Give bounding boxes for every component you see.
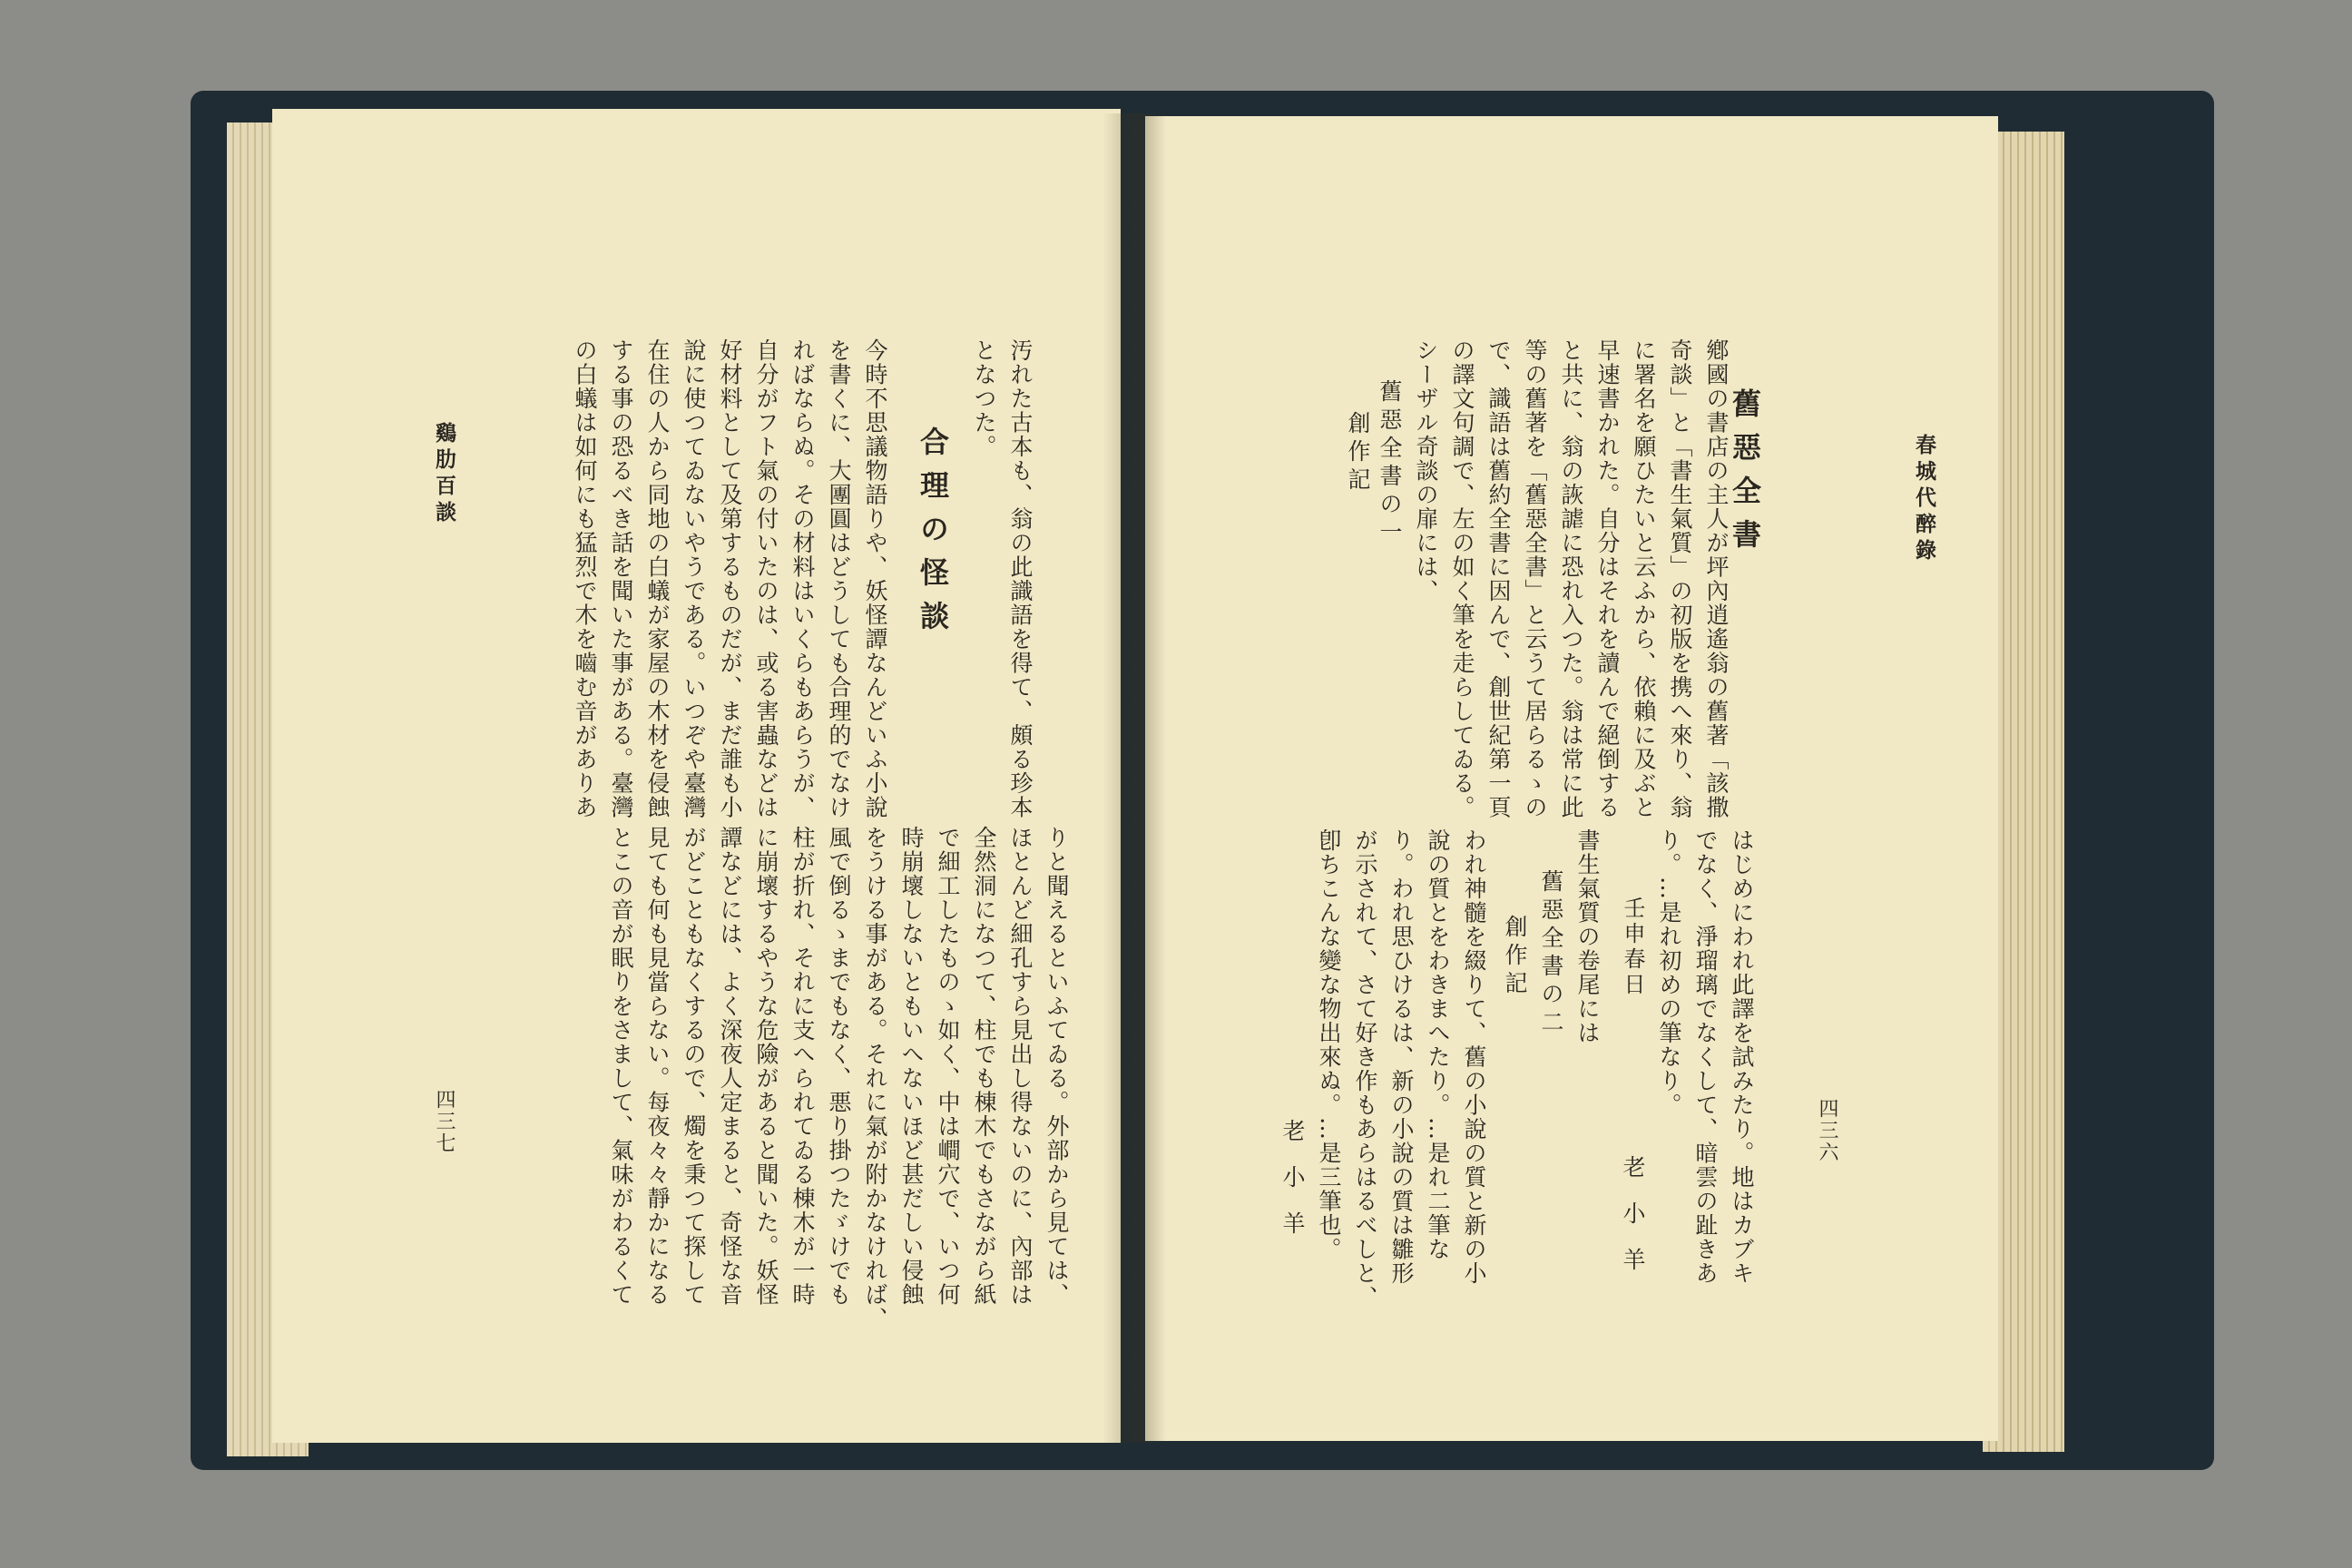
body-line: を書くに、大團圓はどうしても合理的でなけ — [826, 338, 852, 819]
body-line: する事の恐るべき話を聞いた事がある。臺灣 — [608, 338, 634, 819]
body-line: に崩壞するやうな危險があると聞いた。妖怪 — [753, 826, 779, 1307]
page-number-left: 四三七 — [433, 1089, 456, 1154]
body-line: 等の舊著を「舊惡全書」と云うて居らるゝの — [1522, 338, 1548, 819]
page-number-right: 四三六 — [1816, 1098, 1838, 1163]
section-sub-1: 創作記 — [1345, 411, 1371, 495]
body-line: 說に使つてゐないやうである。いつぞや臺灣 — [681, 338, 707, 819]
body-line: 鄕國の書店の主人が坪內逍遙翁の舊著「該撒 — [1703, 338, 1730, 819]
running-head-left: 鷄肋百談 — [432, 422, 456, 527]
body-line: の譯文句調で、左の如く筆を走らしてゐる。 — [1449, 338, 1475, 819]
body-line: 說の質とをわきまへたり。…是れ二筆な — [1425, 828, 1451, 1261]
heading-gouri-no-kaidan: 合理の怪談 — [916, 426, 950, 644]
body-line: がどこともなくするので、燭を秉つて探して — [681, 826, 707, 1307]
body-line: 在住の人から同地の白蟻が家屋の木材を侵蝕 — [644, 338, 671, 819]
body-line: で細工したものゝ如く、中は𡼏穴で、いつ何 — [935, 826, 961, 1307]
body-line: 柱が折れ、それに支へられてゐる棟木が一時 — [789, 826, 816, 1307]
body-line: われ神髓を綴りて、舊の小說の質と新の小 — [1461, 828, 1487, 1286]
body-line: と共に、翁の詼謔に恐れ入つた。翁は常に此 — [1558, 338, 1584, 819]
body-line: 奇談」と「書生氣質」の初版を携へ來り、翁 — [1667, 338, 1693, 819]
section-title-1: 舊惡全書の一 — [1377, 379, 1403, 548]
body-line: り。…是れ初めの筆なり。 — [1656, 828, 1682, 1117]
body-line: 早速書かれた。自分はそれを讀んで絕倒する — [1594, 338, 1621, 819]
body-line: 今時不思議物語りや、妖怪譚なんどいふ小說 — [862, 338, 888, 819]
section-intro-2: 書生氣質の卷尾には — [1574, 828, 1601, 1045]
body-line: となつた。 — [971, 338, 997, 459]
body-line: ほとんど細孔すら見出し得ないのに、內部は — [1007, 826, 1034, 1307]
body-line: り。われ思ひけるは、新の小說の質は雛形 — [1388, 828, 1415, 1286]
left-page — [272, 109, 1121, 1443]
body-line: でなく、淨瑠璃でなくして、暗雲の趾きあ — [1692, 828, 1719, 1286]
body-line: の白蟻は如何にも猛烈で木を嚙む音がありあ — [572, 338, 598, 819]
body-line: 卽ちこんな變な物出來ぬ。…是三筆也。 — [1316, 828, 1342, 1261]
body-line: とこの音が眠りをさまして、氣味がわるくて — [608, 826, 634, 1307]
signature: 老小羊 — [1620, 1155, 1646, 1294]
body-line: 時崩壞しないともいへないほど甚だしい侵蝕 — [898, 826, 925, 1307]
heading-kyuaku-zensho: 舊惡全書 — [1728, 388, 1762, 563]
body-line: 汚れた古本も、翁の此識語を得て、頗る珍本 — [1007, 338, 1034, 819]
running-head-right: 春城代醉錄 — [1912, 434, 1936, 565]
body-line: シーザル奇談の扉には、 — [1413, 338, 1439, 603]
section-title-2: 舊惡全書の二 — [1538, 869, 1564, 1038]
body-line: りと聞えるといふてゐる。外部から見ては、 — [1044, 826, 1070, 1307]
signature: 老小羊 — [1279, 1119, 1306, 1258]
body-line: に署名を願ひたいと云ふから、依賴に及ぶと — [1631, 338, 1657, 819]
body-line: 見ても何も見當らない。每夜々々靜かになる — [644, 826, 671, 1307]
date-line: 壬申春日 — [1620, 897, 1645, 998]
body-line: をうける事がある。それに氣が附かなければ、 — [862, 826, 888, 1331]
body-line: 譚などには、よく深夜人定まると、奇怪な音 — [717, 826, 743, 1307]
body-line: 好材料として及第するものだが、まだ誰も小 — [717, 338, 743, 819]
right-page — [1145, 116, 1998, 1441]
body-line: で、識語は舊約全書に因んで、創世紀第一頁 — [1485, 338, 1512, 819]
body-line: 全然洞になつて、柱でも棟木でもさながら紙 — [971, 826, 997, 1307]
body-line: 風で倒るゝまでもなく、悪り掛つたゞけでも — [826, 826, 852, 1307]
book-gutter — [1102, 113, 1166, 1443]
body-line: 自分がフト氣の付いたのは、或る害蟲などは — [753, 338, 779, 819]
body-line: はじめにわれ此譯を試みたり。地はカブキ — [1729, 828, 1755, 1286]
section-sub-2: 創作記 — [1502, 915, 1528, 999]
body-line: が示されて、さて好き作もあらはるべしと、 — [1352, 828, 1378, 1309]
body-line: ればならぬ。その材料はいくらもあらうが、 — [789, 338, 816, 819]
